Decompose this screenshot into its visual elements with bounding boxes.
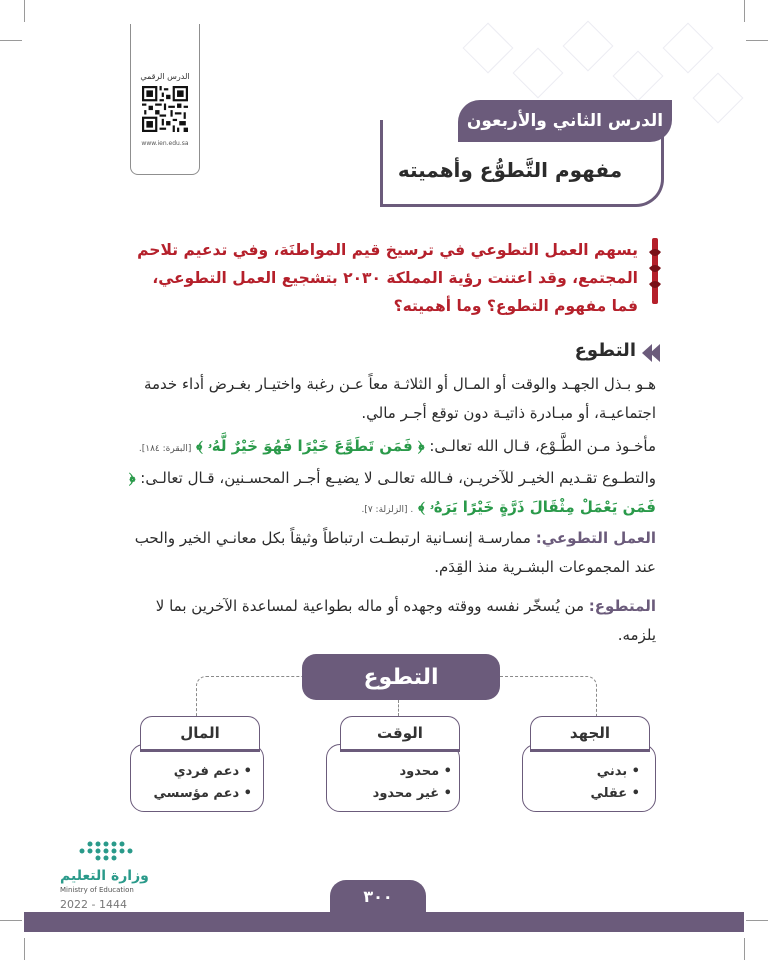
- crop-mark: [24, 938, 25, 960]
- qr-url[interactable]: www.ien.edu.sa: [141, 140, 189, 147]
- list-item: • دعم فردي: [173, 764, 252, 779]
- term-label: العمل التطوعي:: [535, 529, 656, 547]
- page-number: ٣٠٠: [330, 880, 426, 912]
- digital-lesson-card[interactable]: [130, 24, 200, 175]
- volunteer-definition-paragraph: [126, 592, 656, 650]
- section-heading-text: التطوع: [574, 340, 636, 361]
- term-definition: من يُسخّر نفسه ووقته وجهده أو ماله بطواعية لمساعدة الآخرين بما لا يلزمه.: [155, 597, 656, 644]
- origin-text: مأخـوذ مـن الطَّـوْع، قـال الله تعالـى:: [429, 437, 656, 455]
- lesson-number-tab: الدرس الثاني والأربعون: [458, 100, 672, 142]
- category-label-effort: الجهد: [530, 716, 650, 749]
- section-heading: [520, 340, 660, 361]
- lesson-title: مفهوم التَّطوُّع وأهميته: [397, 158, 623, 182]
- crop-mark: [746, 40, 768, 41]
- origin-paragraph: [126, 432, 656, 525]
- chevron-left-icon: [642, 344, 652, 362]
- rope-knot-icon: [647, 238, 663, 304]
- intro-text: يسهم العمل التطوعي في ترسيخ قيم المواطنَة، وفي تدعيم تلاحم المجتمع، وقد اعتنت رؤية المملكة ٢٠٣٠ بتشجيع العمل التطوعي، فما مفهوم التطوع؟ وما أهميته؟: [137, 241, 638, 315]
- list-item: • غير محدود: [372, 786, 452, 801]
- ministry-logo-icon: [60, 838, 156, 866]
- qr-code-icon[interactable]: [142, 86, 188, 132]
- crop-mark: [0, 920, 22, 921]
- verse-text: ﴿ فَمَن يَعْمَلْ مِثْقَالَ ذَرَّةٍ خَيْرًا يَرَهُۥ ﴾: [128, 469, 656, 516]
- category-label-time: الوقت: [340, 716, 460, 749]
- diagram-root: التطوع: [302, 654, 500, 700]
- ministry-name-en: Ministry of Education: [60, 886, 134, 894]
- term-definition: ممارسـة إنسـانية ارتبطـت ارتباطاً وثيقاً بكل معانـي الخير والحب عند المجموعات البشـرية منذ القِدَم.: [134, 529, 656, 576]
- verse-text: ﴿ فَمَن تَطَوَّعَ خَيْرًا فَهُوَ خَيْرٌ لَّهُۥ ﴾: [196, 437, 425, 455]
- list-item: • بدني: [596, 764, 640, 779]
- definition-paragraph: هـو بـذل الجهـد والوقت أو المـال أو الثلاثـة معاً عـن رغبة واختيـار بغـرض أداء خدمة اجتماعيـة، أو مبـادرة ذاتيـة دون توقع أجـر مالي.: [143, 375, 656, 422]
- work-definition-paragraph: [126, 524, 656, 582]
- list-item: • عقلي: [590, 786, 640, 801]
- qr-title: الدرس الرقمي: [140, 72, 190, 81]
- edition-year: 2022 - 1444: [60, 898, 127, 911]
- crop-mark: [744, 938, 745, 960]
- crop-mark: [0, 40, 22, 41]
- term-label: المتطوع:: [588, 597, 656, 615]
- verse-reference: . [الزلزلة: ٧].: [361, 505, 414, 515]
- category-label-money: المال: [140, 716, 260, 749]
- crop-mark: [744, 0, 745, 22]
- crop-mark: [24, 0, 25, 22]
- origin-continuation: والتطـوع تقـديم الخيـر للآخريـن، فـالله تعالـى لا يضيـع أجـر المحسـنين، قـال تعالـى:: [140, 469, 656, 487]
- verse-reference: [البقرة: ١٨٤].: [138, 444, 192, 454]
- list-item: • محدود: [399, 764, 452, 779]
- crop-mark: [746, 920, 768, 921]
- ministry-name: وزارة التعليم: [60, 868, 149, 884]
- list-item: • دعم مؤسسي: [153, 786, 252, 801]
- footer-bar: [24, 912, 744, 932]
